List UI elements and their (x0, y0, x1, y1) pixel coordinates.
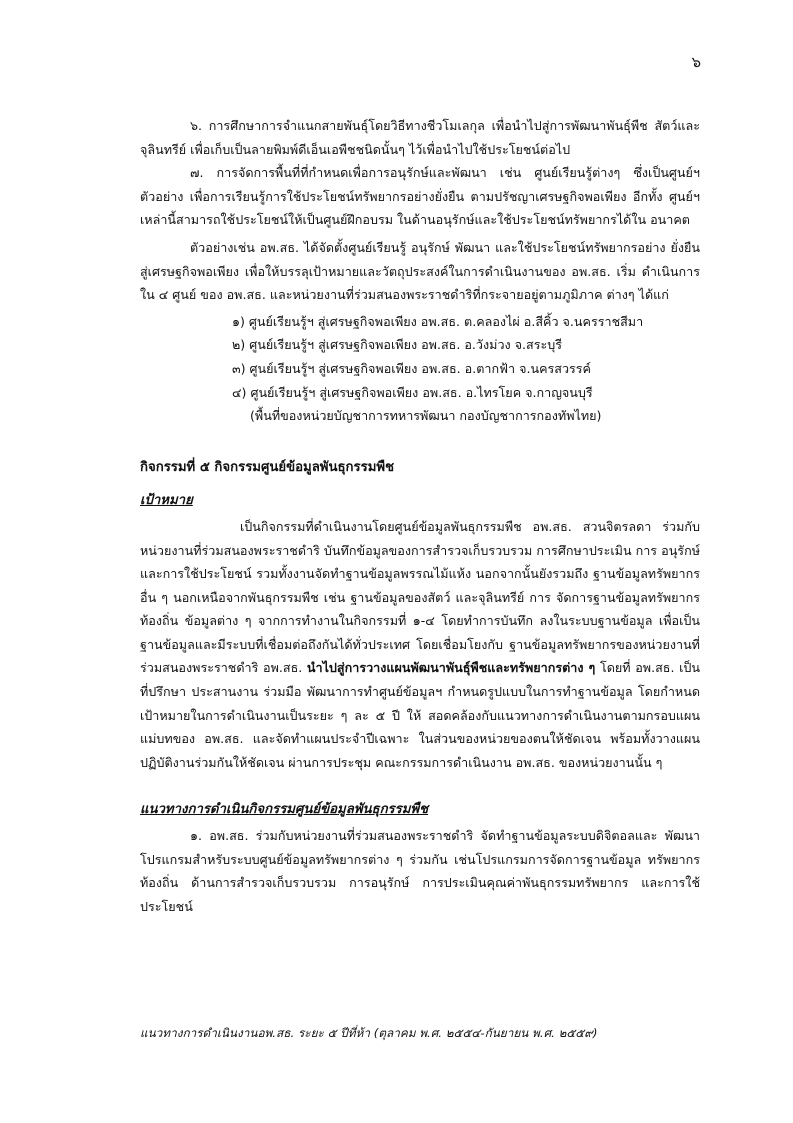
page-footer: แนวทางการดำเนินงานอพ.สธ. ระยะ ๕ ปีที่ห้า (ตุลาคม พ.ศ. ๒๕๕๔-กันยายน พ.ศ. ๒๕๕๙) (140, 1026, 598, 1040)
list-item: ๓) ศูนย์เรียนรู้ฯ สู่เศรษฐกิจพอเพียง อพ.สธ. อ.ตากฟ้า จ.นครสวรรค์ (232, 360, 591, 376)
example-paragraph: ตัวอย่างเช่น อพ.สธ. ได้จัดตั้งศูนย์เรียนรู้ อนุรักษ์ พัฒนา และใช้ประโยชน์ทรัพยากรอย่าง ยั่งยืน สู่เศรษฐกิจพอเพียง เพื่อให้บรรลุเป้าหมายและวัตถุประสงค์ในการดำเนินงานของ อพ.สธ. เริ่ม ดำเนินการใน ๔ ศูนย์ ของ อพ.สธ. และหน่วยงานที่ร่วมสนองพระราชดำริที่กระจายอยู่ตามภูมิภาค ต่างๆ ได้แก่ (140, 239, 700, 303)
goal-text-part-2: โดยที่ อพ.สธ. เป็นที่ปรึกษา ประสานงาน ร่วมมือ พัฒนาการทำศูนย์ข้อมูลฯ กำหนดรูปแบบในการทำฐานข้อมูล โดยกำหนดเป้าหมายในการดำเนินงานเป็นระยะ ๆ ละ ๕ ปี ให้ สอดคล้องกับแนวทางการดำเนินงานตามกรอบแผนแม่บทของ อพ.สธ. และจัดทำแผนประจำปีเฉพาะ ในส่วนของหน่วยของตนให้ชัดเจน พร้อมทั้งวางแผนปฏิบัติงานร่วมกันให้ชัดเจน ผ่านการประชุม คณะกรรมการดำเนินงาน อพ.สธ. ของหน่วยงานนั้น ๆ (140, 660, 700, 770)
page-number: ๖ (691, 53, 701, 71)
list-item: ๔) ศูนย์เรียนรู้ฯ สู่เศรษฐกิจพอเพียง อพ.สธ. อ.ไทรโยค จ.กาญจนบุรี (232, 384, 593, 400)
learning-centers-list (140, 310, 700, 428)
goal-heading: เป้าหมาย (140, 493, 193, 509)
activity-heading: กิจกรรมที่ ๕ กิจกรรมศูนย์ข้อมูลพันธุกรรมพืช (140, 459, 395, 475)
goal-text-part-1: เป็นกิจกรรมที่ดำเนินงานโดยศูนย์ข้อมูลพันธุกรรมพืช อพ.สธ. สวนจิตรลดา ร่วมกับ หน่วยงานที่ร่วมสนองพระราชดำริ บันทึกข้อมูลของการสำรวจเก็บรวบรวม การศึกษาประเมิน การ อนุรักษ์ และการใช้ประโยชน์ รวมทั้งงานจัดทำฐานข้อมูลพรรณไม้แห้ง นอกจากนั้นยังรวมถึง ฐานข้อมูลทรัพยากรอื่น ๆ นอกเหนือจากพันธุกรรมพืช เช่น ฐานข้อมูลของสัตว์ และจุลินทรีย์ การ จัดการฐานข้อมูลทรัพยากรท้องถิ่น ข้อมูลต่าง ๆ จากการทำงานในกิจกรรมที่ ๑-๔ โดยทำการบันทึก ลงในระบบฐานข้อมูล เพื่อเป็นฐานข้อมูลและมีระบบที่เชื่อมต่อถึงกันได้ทั่วประเทศ โดยเชื่อมโยงกับ ฐานข้อมูลทรัพยากรของหน่วยงานที่ร่วมสนองพระราชดำริ อพ.สธ. (140, 518, 700, 676)
list-item: ๒) ศูนย์เรียนรู้ฯ สู่เศรษฐกิจพอเพียง อพ.สธ. อ.วังม่วง จ.สระบุรี (232, 337, 563, 353)
goal-text-emphasis: นำไปสู่การวางแผนพัฒนาพันธุ์พืชและทรัพยากรต่าง ๆ (306, 660, 596, 676)
guideline-heading: แนวทางการดำเนินกิจกรรมศูนย์ข้อมูลพันธุกรรมพืช (140, 802, 429, 818)
guideline-item-1: ๑. อพ.สธ. ร่วมกับหน่วยงานที่ร่วมสนองพระราชดำริ จัดทำฐานข้อมูลระบบดิจิตอลและ พัฒนาโปรแกรมสำหรับระบบศูนย์ข้อมูลทรัพยากรต่าง ๆ ร่วมกัน เช่นโปรแกรมการจัดการฐานข้อมูล ทรัพยากรท้องถิ่น ด้านการสำรวจเก็บรวบรวม การอนุรักษ์ การประเมินคุณค่าพันธุกรรมทรัพยากร และการใช้ประโยชน์ (140, 828, 700, 914)
list-item: ๑) ศูนย์เรียนรู้ฯ สู่เศรษฐกิจพอเพียง อพ.สธ. ต.คลองไผ่ อ.สีคิ้ว จ.นครราชสีมา (232, 313, 644, 329)
center-note: (พื้นที่ของหน่วยบัญชาการทหารพัฒนา กองบัญชาการกองทัพไทย) (250, 408, 602, 424)
paragraph-item-6: ๖. การศึกษาการจำแนกสายพันธุ์โดยวิธีทางชีวโมเลกุล เพื่อนำไปสู่การพัฒนาพันธุ์พืช สัตว์และจุลินทรีย์ เพื่อเก็บเป็นลายพิมพ์ดีเอ็นเอพืชชนิดนั้นๆ ไว้เพื่อนำไปใช้ประโยชน์ต่อไป (140, 118, 700, 157)
paragraph-item-7: ๗. การจัดการพื้นที่ที่กำหนดเพื่อการอนุรักษ์และพัฒนา เช่น ศูนย์เรียนรู้ต่างๆ ซึ่งเป็นศูนย์ฯ ตัวอย่าง เพื่อการเรียนรู้การใช้ประโยชน์ทรัพยากรอย่างยั่งยืน ตามปรัชญาเศรษฐกิจพอเพียง อีกทั้ง ศูนย์ฯ เหล่านี้สามารถใช้ประโยชน์ให้เป็นศูนย์ฝึกอบรม ในด้านอนุรักษ์และใช้ประโยชน์ทรัพยากรได้ใน อนาคต (140, 165, 700, 228)
page-content (140, 114, 700, 918)
goal-paragraph (140, 515, 700, 775)
